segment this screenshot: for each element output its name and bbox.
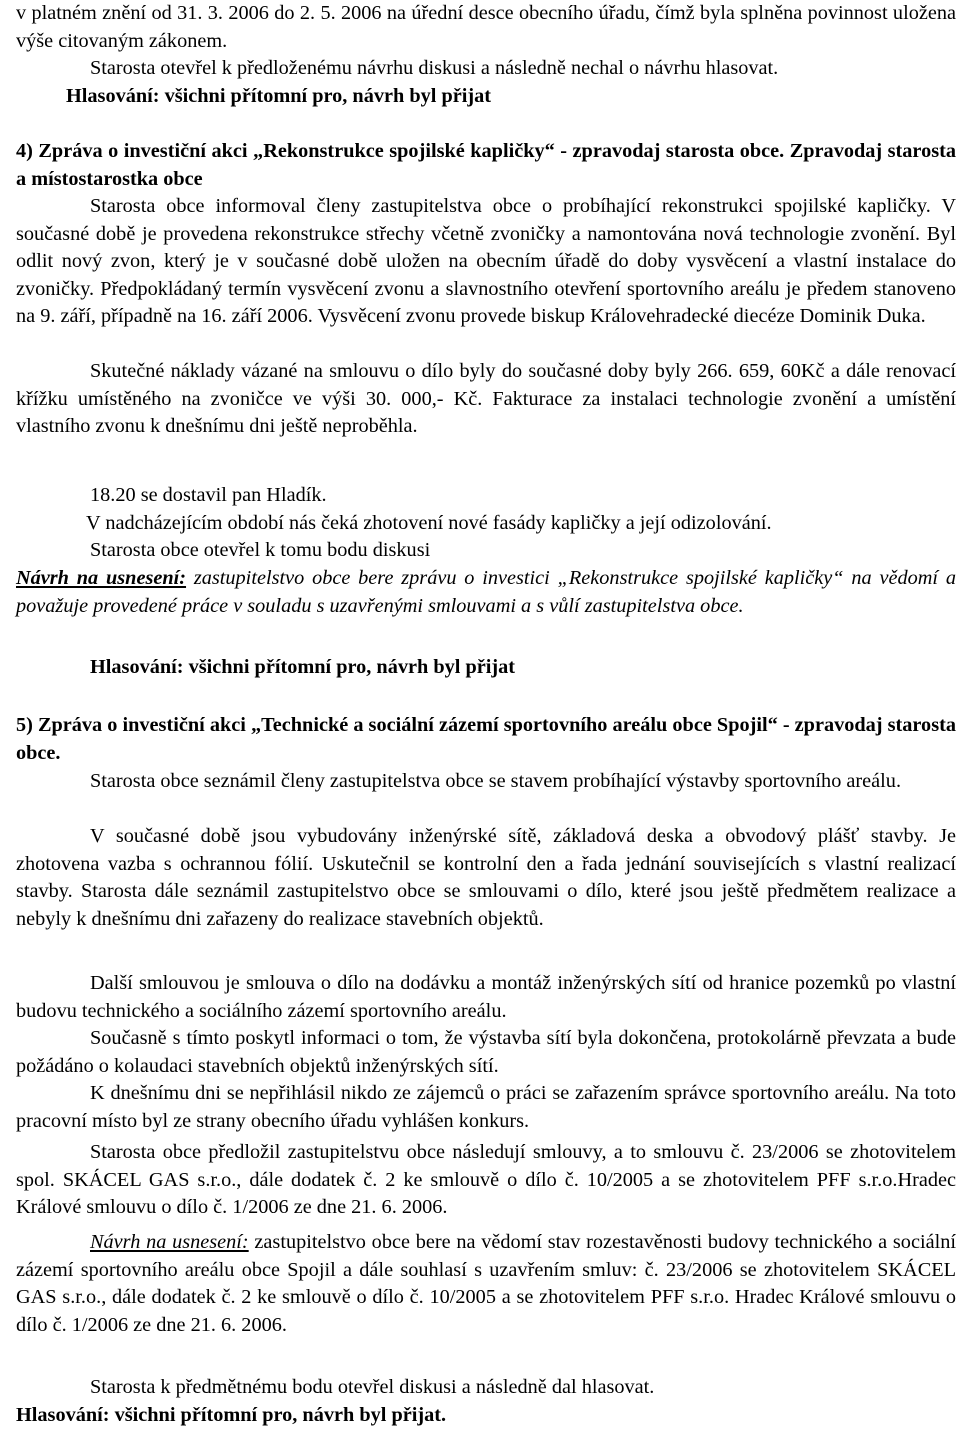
item-4-heading: 4) Zpráva o investiční akci „Rekonstrukce spojilské kapličky“ - zpravodaj starosta obce. Zpravodaj starosta a místostarostka obce xyxy=(16,140,956,190)
item-4-paragraph-1: Starosta obce informoval členy zastupitelstva obce o probíhající rekonstrukci spojilské kapličky. V současné době je provedena rekonstrukce střechy včetně zvoničky a namontována nová technologie zvonění. Byl odlit nový zvon, který je v současné době uložen na obecním úřadě do doby vysvěcení a vlastní instalace do zvoničky. Předpokládaný termín vysvěcení zvonu a slavnostního otevření sportovního areálu je předem stanoveno na 9. září, případně na 16. září 2006. Vysvěcení zvonu provede biskup Královehradecké diecéze Dominik Duka. xyxy=(16,195,956,327)
discussion-3: Starosta otevřel k předloženému návrhu diskusi a následně nechal o návrhu hlasovat. xyxy=(90,57,779,79)
item-5-vote: Hlasování: všichni přítomní pro, návrh byl přijat. xyxy=(16,1404,447,1426)
item-5-discussion: Starosta k předmětnému bodu otevřel diskusi a následně dal hlasovat. xyxy=(90,1376,655,1398)
vote-3: Hlasování: všichni přítomní pro, návrh byl přijat xyxy=(66,85,492,107)
item-5-heading: 5) Zpráva o investiční akci „Technické a sociální zázemí sportovního areálu obce Spojil“ - zpravodaj starosta obce. xyxy=(16,714,956,764)
continuation-paragraph: v platném znění od 31. 3. 2006 do 2. 5. 2006 na úřední desce obecního úřadu, čímž byla splněna povinnost uložena výše citovaným zákonem. xyxy=(16,2,956,52)
item-5-paragraph-6: Starosta obce předložil zastupitelstvu obce následují smlouvy, a to smlouvu č. 23/2006 se zhotovitelem spol. SKÁCEL GAS s.r.o., dále dodatek č. 2 ke smlouvě o dílo č. 10/2005 a se zhotovitelem PFF s.r.o.Hradec Králové smlouvu o dílo č. 1/2006 ze dne 21. 6. 2006. xyxy=(16,1141,956,1218)
item-5-paragraph-2: V současné době jsou vybudovány inženýrské sítě, základová deska a obvodový plášť stavby. Je zhotovena vazba s ochrannou fólií. Uskutečnil se kontrolní den a řada jednání souvisejících s vlastní realizací stavby. Starosta dále seznámil zastupitelstvo obce se smlouvami o dílo, které jsou ještě předmětem realizace a nebyly k dnešnímu dni zařazeny do realizace stavebních objektů. xyxy=(16,825,956,930)
item-4-resolution xyxy=(16,565,956,620)
item-4-vote: Hlasování: všichni přítomní pro, návrh byl přijat xyxy=(90,656,516,678)
item-4-paragraph-3: V nadcházejícím období nás čeká zhotovení nové fasády kapličky a její odizolování. xyxy=(86,512,772,534)
item-4-paragraph-2: Skutečné náklady vázané na smlouvu o dílo byly do současné doby byly 266. 659, 60Kč a dále renovací křížku umístěného na zvoničce ve výši 30. 000,- Kč. Fakturace za instalaci technologie zvonění a umístění vlastního zvonu k dnešnímu dni ještě neproběhla. xyxy=(16,360,956,437)
resolution-label-5: Návrh na usnesení: xyxy=(90,1231,249,1253)
item-5-resolution xyxy=(16,1229,956,1339)
item-5-paragraph-5: K dnešnímu dni se nepřihlásil nikdo ze zájemců o práci se zařazením správce sportovního areálu. Na toto pracovní místo byl ze strany obecního úřadu vyhlášen konkurs. xyxy=(16,1082,956,1132)
item-4-discussion: Starosta obce otevřel k tomu bodu diskusi xyxy=(90,539,431,561)
item-5-paragraph-4: Současně s tímto poskytl informaci o tom, že výstavba sítí byla dokončena, protokolárně převzata a bude požádáno o kolaudaci stavebních objektů inženýrských sítí. xyxy=(16,1027,956,1077)
resolution-text-5: zastupitelstvo obce bere na vědomí stav rozestavěnosti budovy technického a sociální zázemí sportovního areálu obce Spojil a dále souhlasí s uzavřením smluv: č. 23/2006 se zhotovitelem SKÁCEL GAS s.r.o., dále dodatek č. 2 ke smlouvě o dílo č. 10/2005 a se zhotovitelem PFF s.r.o. Hradec Králové smlouvu o dílo č. 1/2006 ze dne 21. 6. 2006. xyxy=(16,1231,956,1336)
item-4-arrival: 18.20 se dostavil pan Hladík. xyxy=(90,484,327,506)
resolution-text: zastupitelstvo obce bere zprávu o investici „Rekonstrukce spojilské kapličky“ na vědomí a považuje provedené práce v souladu s uzavřenými smlouvami a s vůlí zastupitelstva obce. xyxy=(16,567,957,617)
resolution-label: Návrh na usnesení: xyxy=(16,567,187,589)
item-5-paragraph-1: Starosta obce seznámil členy zastupitelstva obce se stavem probíhající výstavby sportovního areálu. xyxy=(90,770,902,792)
item-5-paragraph-3: Další smlouvou je smlouva o dílo na dodávku a montáž inženýrských sítí od hranice pozemků po vlastní budovu technického a sociálního zázemí sportovního areálu. xyxy=(16,972,956,1022)
